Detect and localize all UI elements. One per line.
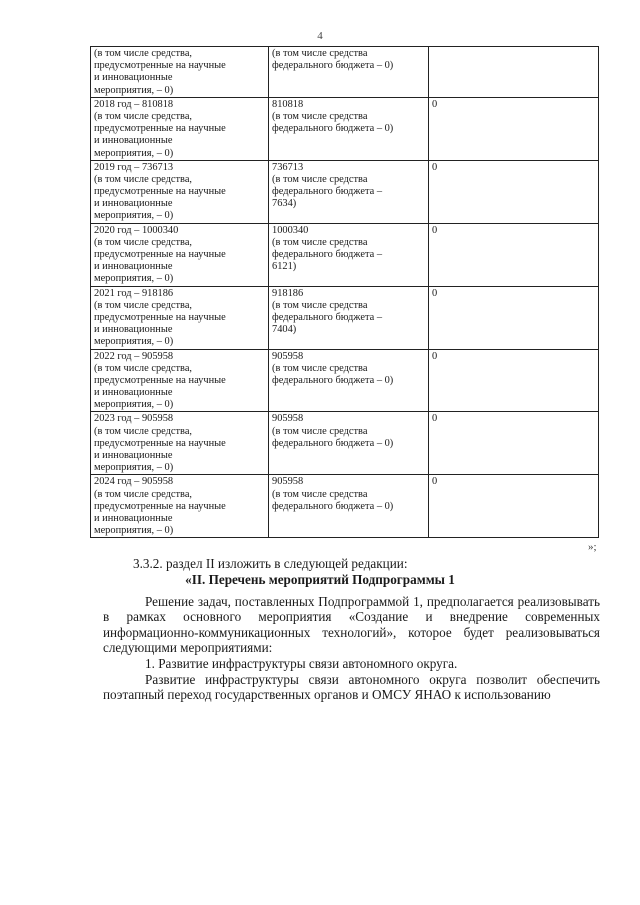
paragraph-objectives: Решение задач, поставленных Подпрограммой 1, предполагается реализовывать в рамках основного мероприятия «Создание и внедрение современных информационно-коммуникационных технологий», которое будет реализовываться следующими мероприятиями: xyxy=(103,594,600,656)
federal-budget-cell xyxy=(269,475,429,538)
cell-line: (в том числе средства xyxy=(272,488,368,500)
cell-line: 905958 xyxy=(272,476,304,488)
federal-budget-cell xyxy=(269,160,429,223)
cell-line: и инновационные xyxy=(94,72,173,84)
year-total-cell xyxy=(91,97,269,160)
cell-line: мероприятия, – 0) xyxy=(94,273,174,285)
cell-line: 0 xyxy=(432,413,438,425)
year-total-cell xyxy=(91,160,269,223)
cell-line: 0 xyxy=(432,98,438,110)
cell-line: федерального бюджета – xyxy=(272,186,383,198)
cell-line: 6121) xyxy=(272,261,297,273)
cell-line: предусмотренные на научные xyxy=(94,374,226,386)
cell-line: (в том числе средства xyxy=(272,362,368,374)
cell-line: предусмотренные на научные xyxy=(94,311,226,323)
cell-line: и инновационные xyxy=(94,512,173,524)
cell-line: 0 xyxy=(432,476,438,488)
other-sources-cell xyxy=(429,97,599,160)
table-row xyxy=(91,160,599,223)
cell-line: мероприятия, – 0) xyxy=(94,399,174,411)
cell-line: федерального бюджета – xyxy=(272,249,383,260)
paragraph-infrastructure: Развитие инфраструктуры связи автономного округа позволит обеспечить поэтапный переход государственных органов и ОМСУ ЯНАО к использованию xyxy=(103,672,600,703)
cell-line: и инновационные xyxy=(94,198,173,210)
cell-line: предусмотренные на научные xyxy=(94,123,226,135)
federal-budget-cell xyxy=(269,97,429,160)
cell-line: предусмотренные на научные xyxy=(94,60,226,72)
federal-budget-cell xyxy=(269,412,429,475)
cell-line: (в том числе средства, xyxy=(94,173,193,185)
cell-line: (в том числе средства xyxy=(272,299,368,311)
cell-line: мероприятия, – 0) xyxy=(94,84,174,96)
cell-line: мероприятия, – 0) xyxy=(94,147,174,159)
cell-line: (в том числе средства, xyxy=(94,425,193,437)
cell-line: (в том числе средства xyxy=(272,236,368,248)
cell-line: мероприятия, – 0) xyxy=(94,336,174,348)
cell-line: предусмотренные на научные xyxy=(94,249,226,260)
cell-line: федерального бюджета – 0) xyxy=(272,437,394,449)
cell-line: 1000340 xyxy=(272,224,309,236)
cell-line: 7634) xyxy=(272,198,297,210)
year-total-cell xyxy=(91,47,269,98)
cell-line: и инновационные xyxy=(94,450,173,461)
cell-line: и инновационные xyxy=(94,135,173,147)
list-item-infrastructure: 1. Развитие инфраструктуры связи автономного округа. xyxy=(145,656,458,671)
cell-line: 810818 xyxy=(272,98,304,110)
cell-line: 905958 xyxy=(272,413,304,425)
cell-line: (в том числе средства, xyxy=(94,48,193,59)
year-total-cell xyxy=(91,349,269,412)
other-sources-cell xyxy=(429,412,599,475)
cell-line: (в том числе средства, xyxy=(94,299,193,311)
cell-line: предусмотренные на научные xyxy=(94,186,226,198)
cell-line: (в том числе средства xyxy=(272,48,368,59)
year-total-cell xyxy=(91,475,269,538)
cell-line: предусмотренные на научные xyxy=(94,500,226,512)
cell-line: федерального бюджета – 0) xyxy=(272,500,394,512)
cell-line: и инновационные xyxy=(94,387,173,399)
cell-line: (в том числе средства xyxy=(272,110,368,122)
cell-line: (в том числе средства, xyxy=(94,362,193,374)
cell-line: 905958 xyxy=(272,350,304,362)
funding-table xyxy=(90,46,599,538)
section-heading: «II. Перечень мероприятий Подпрограммы 1 xyxy=(185,572,455,587)
table-row xyxy=(91,97,599,160)
cell-line: 2023 год – 905958 xyxy=(94,413,174,425)
year-total-cell xyxy=(91,223,269,286)
cell-line: 918186 xyxy=(272,287,304,299)
cell-line: 736713 xyxy=(272,161,304,173)
cell-line: (в том числе средства, xyxy=(94,236,193,248)
cell-line: и инновационные xyxy=(94,324,173,336)
cell-line: 2020 год – 1000340 xyxy=(94,224,179,236)
amendment-instruction: 3.3.2. раздел II изложить в следующей редакции: xyxy=(133,556,408,571)
federal-budget-cell xyxy=(269,47,429,98)
page-number: 4 xyxy=(317,30,323,42)
cell-line: 0 xyxy=(432,287,438,299)
cell-line: (в том числе средства, xyxy=(94,488,193,500)
cell-line xyxy=(432,48,595,60)
table-row xyxy=(91,412,599,475)
cell-line: (в том числе средства, xyxy=(94,110,193,122)
cell-line: предусмотренные на научные xyxy=(94,437,226,449)
cell-line: 2022 год – 905958 xyxy=(94,350,174,362)
cell-line: и инновационные xyxy=(94,261,173,273)
cell-line: мероприятия, – 0) xyxy=(94,525,174,537)
other-sources-cell xyxy=(429,475,599,538)
year-total-cell xyxy=(91,286,269,349)
cell-line: 2024 год – 905958 xyxy=(94,476,174,488)
other-sources-cell xyxy=(429,160,599,223)
cell-line: 7404) xyxy=(272,324,297,336)
table-end-mark: »; xyxy=(588,541,597,553)
federal-budget-cell xyxy=(269,223,429,286)
cell-line: 0 xyxy=(432,161,438,173)
cell-line: мероприятия, – 0) xyxy=(94,462,174,474)
year-total-cell xyxy=(91,412,269,475)
cell-line: 2019 год – 736713 xyxy=(94,161,174,173)
table-row xyxy=(91,286,599,349)
table-row xyxy=(91,223,599,286)
table-row xyxy=(91,47,599,98)
cell-line: мероприятия, – 0) xyxy=(94,210,174,222)
other-sources-cell xyxy=(429,286,599,349)
cell-line: федерального бюджета – xyxy=(272,311,383,323)
cell-line: федерального бюджета – 0) xyxy=(272,123,394,135)
table-row xyxy=(91,475,599,538)
federal-budget-cell xyxy=(269,286,429,349)
cell-line: 0 xyxy=(432,350,438,362)
cell-line: федерального бюджета – 0) xyxy=(272,374,394,386)
cell-line: федерального бюджета – 0) xyxy=(272,60,394,72)
other-sources-cell xyxy=(429,47,599,98)
table-row xyxy=(91,349,599,412)
cell-line: (в том числе средства xyxy=(272,425,368,437)
cell-line: 2018 год – 810818 xyxy=(94,98,174,110)
cell-line: 0 xyxy=(432,224,438,236)
cell-line: (в том числе средства xyxy=(272,173,368,185)
other-sources-cell xyxy=(429,223,599,286)
federal-budget-cell xyxy=(269,349,429,412)
other-sources-cell xyxy=(429,349,599,412)
cell-line: 2021 год – 918186 xyxy=(94,287,174,299)
